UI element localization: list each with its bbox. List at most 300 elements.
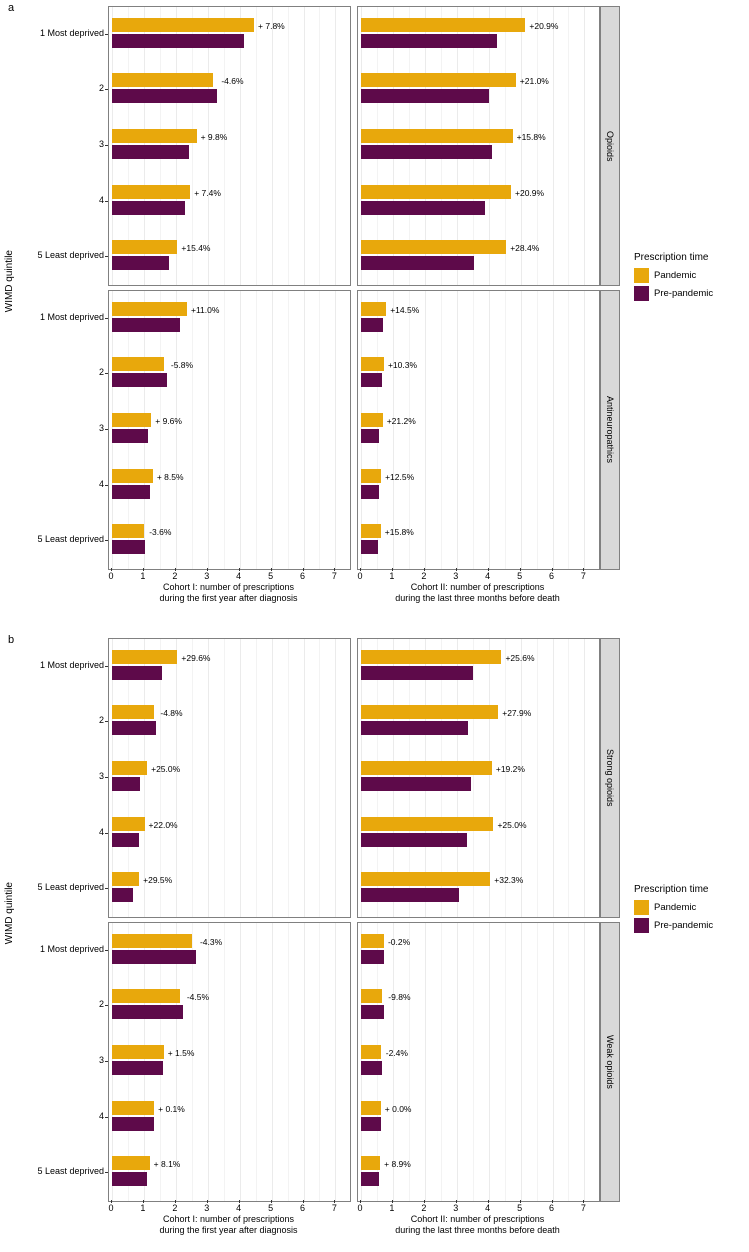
- x-tick-label: 4: [236, 1203, 242, 1213]
- bar-pre-pandemic: [112, 721, 156, 735]
- y-tick-mark: [105, 833, 108, 834]
- x-axis-title-b-c1-l1: Cohort I: number of prescriptions: [162, 1214, 295, 1224]
- x-tick-mark: [456, 568, 457, 571]
- gridline-major: [208, 639, 209, 917]
- x-tick-label: 7: [331, 571, 337, 581]
- bar-pre-pandemic: [361, 34, 497, 48]
- bar-pre-pandemic: [361, 145, 492, 159]
- x-tick-mark: [456, 1200, 457, 1203]
- bar-pre-pandemic: [112, 89, 217, 103]
- y-tick-mark: [105, 429, 108, 430]
- bar-pre-pandemic: [361, 777, 471, 791]
- x-tick-label: 5: [517, 571, 523, 581]
- bar-pre-pandemic: [361, 318, 383, 332]
- legend-a: [634, 252, 746, 304]
- strip-a-antineuropathics: [600, 290, 620, 570]
- x-tick-label: 1: [389, 571, 395, 581]
- gridline-major: [489, 291, 490, 569]
- gridline-major: [521, 923, 522, 1201]
- figure-panel-b: [0, 632, 749, 1252]
- gridline-major: [272, 7, 273, 285]
- bar-pandemic: [112, 129, 197, 143]
- y-tick-label: 4: [98, 478, 104, 489]
- gridline-major: [240, 291, 241, 569]
- gridline-minor: [256, 923, 257, 1201]
- y-tick-label: 2: [98, 999, 104, 1010]
- bar-pre-pandemic: [361, 256, 474, 270]
- gridline-minor: [441, 923, 442, 1201]
- x-tick-mark: [360, 1200, 361, 1203]
- bar-pandemic: [112, 1156, 150, 1170]
- y-tick-mark: [105, 485, 108, 486]
- y-tick-label: 4: [98, 826, 104, 837]
- bar-pandemic: [112, 413, 151, 427]
- strip-b-strong-opioids: [600, 638, 620, 918]
- x-tick-label: 6: [299, 1203, 305, 1213]
- gridline-minor: [473, 291, 474, 569]
- x-tick-label: 0: [357, 1203, 363, 1213]
- bar-pre-pandemic: [112, 485, 150, 499]
- bar-change-label: -4.6%: [221, 76, 244, 87]
- gridline-major: [240, 7, 241, 285]
- gridline-major: [457, 923, 458, 1201]
- bar-change-label: +29.5%: [143, 875, 173, 886]
- gridline-major: [584, 923, 585, 1201]
- x-tick-mark: [111, 1200, 112, 1203]
- x-tick-mark: [520, 1200, 521, 1203]
- gridline-minor: [537, 923, 538, 1201]
- bar-change-label: -2.4%: [385, 1048, 408, 1058]
- gridline-major: [272, 291, 273, 569]
- x-tick-label: 7: [580, 571, 586, 581]
- gridline-minor: [319, 291, 320, 569]
- bar-pandemic: [361, 989, 382, 1003]
- bar-change-label: + 8.9%: [384, 1159, 411, 1170]
- gridline-major: [457, 291, 458, 569]
- gridline-minor: [505, 291, 506, 569]
- bar-change-label: -4.8%: [160, 708, 183, 719]
- x-axis-title-b-c1-l2: during the first year after diagnosis: [159, 1225, 298, 1236]
- y-tick-label: 1 Most deprived: [39, 311, 104, 322]
- bar-pre-pandemic: [112, 833, 139, 847]
- x-tick-label: 6: [548, 571, 554, 581]
- strip-a-antineuro-label: Antineuropathics: [605, 396, 615, 464]
- bar-pandemic: [361, 18, 525, 32]
- y-tick-mark: [105, 1117, 108, 1118]
- y-tick-mark: [105, 666, 108, 667]
- bar-change-label: + 1.5%: [167, 1048, 195, 1058]
- bar-pandemic: [112, 469, 153, 483]
- legend-label-prepandemic: Pre-pandemic: [654, 920, 714, 931]
- y-tick-label: 1 Most deprived: [39, 27, 104, 38]
- y-axis-title-a: WIMD quintile: [4, 250, 15, 313]
- gridline-major: [335, 639, 336, 917]
- y-tick-mark: [105, 777, 108, 778]
- y-tick-label: 5 Least deprived: [37, 534, 104, 545]
- plot-a-antineuro-cohort2: [357, 290, 600, 570]
- bar-pandemic: [112, 302, 187, 316]
- bar-pre-pandemic: [112, 256, 169, 270]
- x-tick-mark: [334, 1200, 335, 1203]
- y-tick-label: 4: [98, 1110, 104, 1121]
- gridline-minor: [256, 7, 257, 285]
- bar-change-label: + 8.5%: [156, 471, 184, 482]
- bar-change-label: -4.5%: [186, 992, 210, 1003]
- x-tick-mark: [111, 568, 112, 571]
- plot-b-strong-cohort2: [357, 638, 600, 918]
- x-tick-mark: [520, 568, 521, 571]
- bar-pre-pandemic: [361, 1117, 381, 1131]
- y-tick-label: 5 Least deprived: [37, 882, 104, 893]
- gridline-minor: [224, 291, 225, 569]
- bar-pandemic: [361, 185, 511, 199]
- x-tick-mark: [239, 568, 240, 571]
- gridline-minor: [505, 923, 506, 1201]
- x-axis-title-b-c2-l2: during the last three months before death: [395, 1225, 560, 1236]
- bar-pandemic: [361, 469, 381, 483]
- legend-key-prepandemic: [634, 286, 649, 301]
- bar-pandemic: [112, 934, 192, 948]
- gridline-major: [553, 7, 554, 285]
- x-tick-mark: [392, 1200, 393, 1203]
- gridline-major: [584, 7, 585, 285]
- bar-change-label: + 0.0%: [384, 1103, 412, 1114]
- bar-pandemic: [361, 129, 513, 143]
- gridline-major: [335, 923, 336, 1201]
- x-tick-mark: [334, 568, 335, 571]
- x-tick-mark: [424, 1200, 425, 1203]
- bar-pandemic: [361, 872, 490, 886]
- bar-pre-pandemic: [112, 201, 185, 215]
- gridline-major: [272, 923, 273, 1201]
- bar-pre-pandemic: [112, 1172, 147, 1186]
- bar-change-label: +25.6%: [505, 652, 535, 663]
- bar-change-label: +22.0%: [148, 819, 178, 830]
- x-tick-label: 2: [421, 571, 427, 581]
- bar-pandemic: [361, 73, 516, 87]
- plot-b-strong-cohort1: [108, 638, 351, 918]
- gridline-minor: [224, 639, 225, 917]
- gridline-minor: [224, 923, 225, 1201]
- legend-key-pandemic: [634, 268, 649, 283]
- x-axis-title-a-c1-l2: during the first year after diagnosis: [159, 593, 298, 604]
- legend-b-item-pandemic: [634, 900, 746, 915]
- gridline-major: [584, 291, 585, 569]
- plot-a-opioids-cohort2: [357, 6, 600, 286]
- x-tick-label: 2: [172, 571, 178, 581]
- x-tick-label: 5: [268, 571, 274, 581]
- bar-change-label: +21.2%: [386, 416, 416, 426]
- legend-a-item-pandemic: [634, 268, 746, 283]
- x-tick-label: 6: [548, 1203, 554, 1213]
- legend-b-title: Prescription time: [634, 884, 709, 895]
- x-tick-label: 0: [108, 1203, 114, 1213]
- y-tick-mark: [105, 950, 108, 951]
- bar-change-label: + 9.8%: [200, 132, 228, 142]
- bar-change-label: +25.0%: [497, 819, 527, 830]
- x-tick-mark: [143, 568, 144, 571]
- gridline-minor: [568, 7, 569, 285]
- y-tick-mark: [105, 1005, 108, 1006]
- gridline-minor: [537, 291, 538, 569]
- gridline-minor: [224, 7, 225, 285]
- bar-pandemic: [112, 18, 254, 32]
- bar-change-label: +25.0%: [151, 764, 181, 774]
- x-tick-label: 3: [204, 1203, 210, 1213]
- bar-pre-pandemic: [112, 318, 180, 332]
- gridline-minor: [288, 639, 289, 917]
- bar-pandemic: [361, 650, 501, 664]
- gridline-major: [176, 639, 177, 917]
- gridline-major: [553, 291, 554, 569]
- gridline-major: [272, 639, 273, 917]
- gridline-minor: [256, 639, 257, 917]
- y-tick-mark: [105, 1172, 108, 1173]
- y-tick-mark: [105, 318, 108, 319]
- y-tick-label: 5 Least deprived: [37, 250, 104, 261]
- bar-change-label: +28.4%: [510, 243, 540, 254]
- gridline-major: [304, 7, 305, 285]
- bar-change-label: +14.5%: [390, 304, 420, 315]
- y-tick-label: 2: [98, 83, 104, 94]
- bar-pandemic: [361, 413, 383, 427]
- bar-change-label: +12.5%: [385, 471, 415, 482]
- y-tick-mark: [105, 145, 108, 146]
- gridline-major: [553, 639, 554, 917]
- x-tick-mark: [488, 1200, 489, 1203]
- x-tick-label: 1: [140, 1203, 146, 1213]
- legend-b: [634, 884, 746, 936]
- gridline-major: [304, 923, 305, 1201]
- gridline-major: [521, 291, 522, 569]
- x-tick-label: 5: [268, 1203, 274, 1213]
- bar-pandemic: [361, 240, 506, 254]
- y-tick-label: 3: [98, 423, 104, 433]
- gridline-minor: [192, 923, 193, 1201]
- strip-a-opioids: [600, 6, 620, 286]
- x-tick-label: 6: [299, 571, 305, 581]
- bar-change-label: +15.8%: [516, 132, 546, 142]
- gridline-minor: [192, 291, 193, 569]
- x-tick-mark: [207, 568, 208, 571]
- bar-pandemic: [112, 240, 177, 254]
- x-tick-mark: [143, 1200, 144, 1203]
- x-tick-mark: [583, 568, 584, 571]
- x-tick-label: 3: [204, 571, 210, 581]
- y-tick-label: 2: [98, 367, 104, 378]
- bar-change-label: -4.3%: [199, 936, 223, 947]
- x-axis-title-b-c2-l1: Cohort II: number of prescriptions: [410, 1214, 545, 1224]
- x-tick-label: 1: [140, 571, 146, 581]
- legend-b-item-prepandemic: [634, 918, 746, 933]
- plot-b-weak-cohort1: [108, 922, 351, 1202]
- x-axis-title-b-cohort1: [108, 1214, 349, 1237]
- bar-pandemic: [112, 185, 190, 199]
- x-tick-label: 2: [421, 1203, 427, 1213]
- gridline-minor: [441, 291, 442, 569]
- y-tick-mark: [105, 34, 108, 35]
- bar-pandemic: [112, 872, 139, 886]
- bar-pre-pandemic: [361, 888, 459, 902]
- bar-pre-pandemic: [361, 540, 378, 554]
- bar-pre-pandemic: [112, 145, 189, 159]
- bar-pandemic: [361, 357, 384, 371]
- gridline-minor: [537, 639, 538, 917]
- y-tick-label: 1 Most deprived: [39, 943, 104, 954]
- gridline-minor: [288, 923, 289, 1201]
- gridline-major: [425, 923, 426, 1201]
- bar-pre-pandemic: [112, 1005, 183, 1019]
- x-tick-label: 3: [453, 1203, 459, 1213]
- x-tick-mark: [175, 568, 176, 571]
- bar-pre-pandemic: [112, 888, 133, 902]
- panel-a-label: a: [8, 2, 15, 14]
- bar-pre-pandemic: [361, 1061, 382, 1075]
- gridline-minor: [288, 291, 289, 569]
- x-tick-mark: [424, 568, 425, 571]
- y-tick-label: 3: [98, 771, 104, 781]
- y-tick-label: 2: [98, 715, 104, 726]
- legend-key-prepandemic: [634, 918, 649, 933]
- x-tick-mark: [271, 1200, 272, 1203]
- y-tick-label: 5 Least deprived: [37, 1166, 104, 1177]
- bar-pre-pandemic: [361, 1005, 384, 1019]
- y-tick-mark: [105, 373, 108, 374]
- bar-change-label: +20.9%: [515, 187, 545, 198]
- bar-pandemic: [361, 934, 384, 948]
- x-tick-label: 5: [517, 1203, 523, 1213]
- bar-change-label: +20.9%: [529, 20, 559, 31]
- bar-change-label: +27.9%: [502, 708, 532, 719]
- bar-pandemic: [112, 524, 144, 538]
- x-tick-mark: [303, 568, 304, 571]
- bar-pre-pandemic: [112, 429, 148, 443]
- gridline-major: [208, 923, 209, 1201]
- x-tick-mark: [392, 568, 393, 571]
- gridline-major: [304, 639, 305, 917]
- gridline-major: [489, 923, 490, 1201]
- y-tick-mark: [105, 201, 108, 202]
- legend-a-item-prepandemic: [634, 286, 746, 301]
- y-tick-mark: [105, 1061, 108, 1062]
- bar-pandemic: [112, 357, 164, 371]
- bar-change-label: -5.8%: [170, 360, 194, 371]
- bar-pre-pandemic: [112, 1061, 163, 1075]
- bar-pandemic: [112, 1045, 164, 1059]
- x-tick-label: 7: [580, 1203, 586, 1213]
- bar-change-label: +21.0%: [519, 76, 549, 87]
- legend-label-pandemic: Pandemic: [654, 270, 697, 281]
- bar-change-label: -9.8%: [388, 992, 411, 1003]
- bar-pre-pandemic: [361, 950, 384, 964]
- bar-pre-pandemic: [361, 429, 379, 443]
- x-axis-title-a-c2-l2: during the last three months before death: [395, 593, 560, 604]
- bar-pandemic: [112, 705, 154, 719]
- strip-b-weak-opioids: [600, 922, 620, 1202]
- bar-pandemic: [361, 761, 492, 775]
- y-tick-mark: [105, 888, 108, 889]
- y-axis-title-b: WIMD quintile: [4, 882, 15, 945]
- gridline-major: [335, 7, 336, 285]
- gridline-major: [425, 291, 426, 569]
- plot-a-opioids-cohort1: [108, 6, 351, 286]
- gridline-major: [584, 639, 585, 917]
- bar-change-label: +15.4%: [181, 243, 211, 254]
- strip-a-opioids-label: Opioids: [605, 130, 615, 162]
- x-tick-mark: [303, 1200, 304, 1203]
- bar-change-label: +11.0%: [191, 304, 220, 315]
- x-tick-mark: [583, 1200, 584, 1203]
- y-tick-mark: [105, 540, 108, 541]
- x-tick-label: 4: [485, 571, 491, 581]
- gridline-minor: [319, 7, 320, 285]
- y-tick-label: 3: [98, 139, 104, 149]
- gridline-minor: [192, 639, 193, 917]
- gridline-minor: [568, 639, 569, 917]
- bar-pandemic: [361, 1101, 381, 1115]
- bar-change-label: +32.3%: [494, 875, 524, 886]
- bar-change-label: + 9.6%: [155, 416, 182, 426]
- legend-label-pandemic: Pandemic: [654, 902, 697, 913]
- x-axis-title-a-cohort1: [108, 582, 349, 605]
- gridline-major: [304, 291, 305, 569]
- y-tick-mark: [105, 89, 108, 90]
- x-tick-label: 7: [331, 1203, 337, 1213]
- y-tick-label: 3: [98, 1055, 104, 1065]
- x-axis-title-a-cohort2: [357, 582, 598, 605]
- gridline-major: [335, 291, 336, 569]
- y-tick-mark: [105, 721, 108, 722]
- bar-pandemic: [361, 1156, 380, 1170]
- y-tick-mark: [105, 256, 108, 257]
- x-tick-label: 1: [389, 1203, 395, 1213]
- bar-pre-pandemic: [112, 777, 140, 791]
- bar-change-label: + 7.8%: [258, 20, 285, 31]
- x-axis-title-a-c2-l1: Cohort II: number of prescriptions: [410, 582, 545, 592]
- bar-change-label: +19.2%: [495, 764, 525, 774]
- gridline-minor: [568, 291, 569, 569]
- x-axis-title-b-cohort2: [357, 1214, 598, 1237]
- x-tick-label: 3: [453, 571, 459, 581]
- bar-pre-pandemic: [361, 1172, 379, 1186]
- gridline-minor: [568, 923, 569, 1201]
- x-tick-mark: [552, 568, 553, 571]
- bar-pre-pandemic: [112, 540, 145, 554]
- bar-pre-pandemic: [112, 1117, 154, 1131]
- bar-pre-pandemic: [112, 373, 167, 387]
- x-tick-mark: [175, 1200, 176, 1203]
- figure-panel-a: [0, 0, 749, 620]
- legend-key-pandemic: [634, 900, 649, 915]
- bar-pandemic: [361, 302, 386, 316]
- y-tick-label: 4: [98, 194, 104, 205]
- bar-pandemic: [112, 73, 213, 87]
- gridline-minor: [473, 923, 474, 1201]
- x-tick-mark: [239, 1200, 240, 1203]
- bar-pre-pandemic: [112, 34, 244, 48]
- legend-label-prepandemic: Pre-pandemic: [654, 288, 714, 299]
- bar-pre-pandemic: [361, 833, 467, 847]
- x-tick-label: 0: [108, 571, 114, 581]
- gridline-minor: [319, 923, 320, 1201]
- bar-change-label: +29.6%: [181, 652, 211, 663]
- bar-pre-pandemic: [361, 721, 468, 735]
- strip-b-weak-label: Weak opioids: [605, 1035, 615, 1089]
- gridline-major: [240, 639, 241, 917]
- x-tick-label: 0: [357, 571, 363, 581]
- gridline-minor: [288, 7, 289, 285]
- x-tick-mark: [488, 568, 489, 571]
